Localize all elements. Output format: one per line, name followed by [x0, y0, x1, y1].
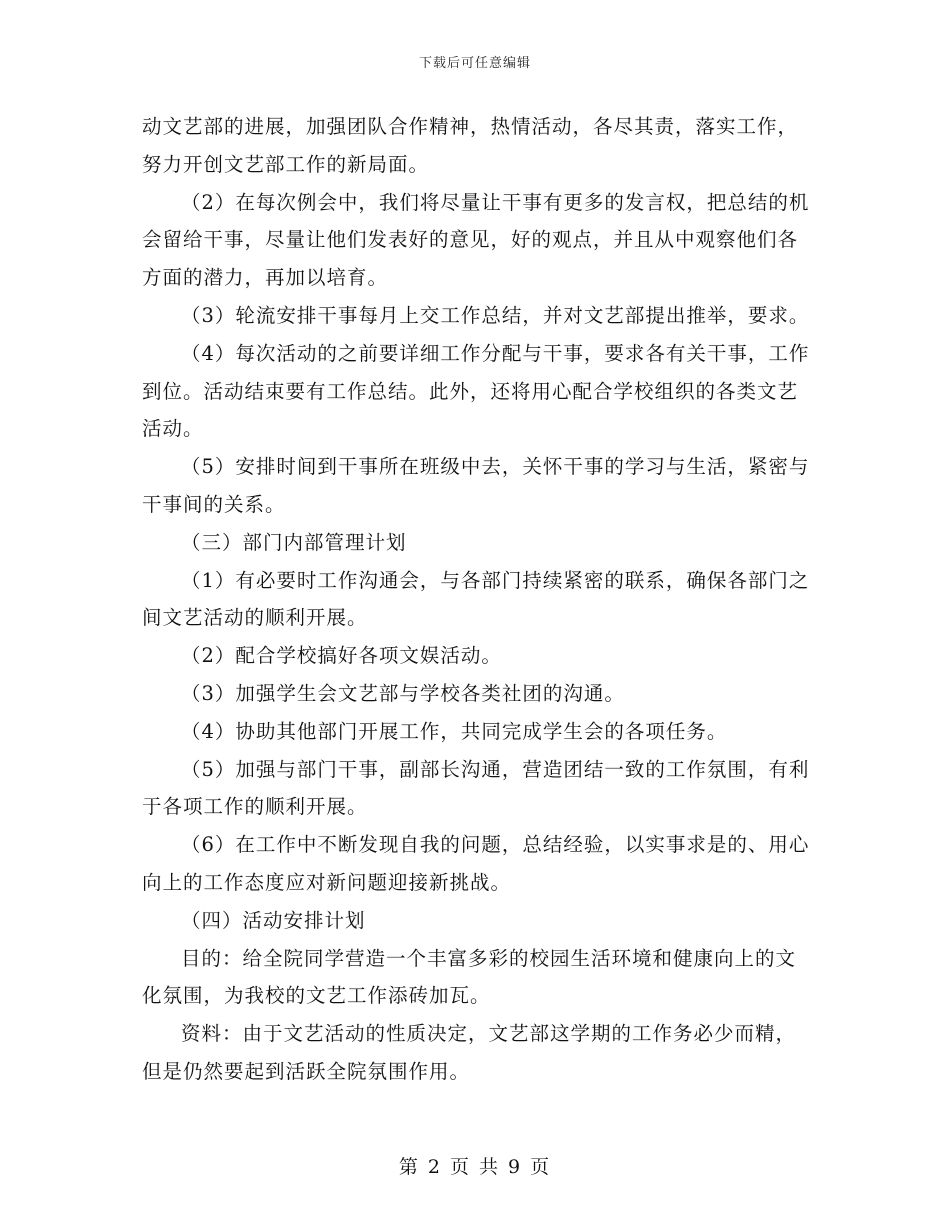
paragraph-item-5: （5）加强与部门干事，副部长沟通，营造团结一致的工作氛围，有利于各项工作的顺利开展。	[142, 757, 810, 819]
paragraph-item-2: （2）在每次例会中，我们将尽量让干事有更多的发言权，把总结的机会留给干事，尽量让他们发表好的意见，好的观点，并且从中观察他们各方面的潜力，再加以培育。	[142, 190, 810, 290]
paragraph-materials: 资料：由于文艺活动的性质决定，文艺部这学期的工作务必少而精，但是仍然要起到活跃全院氛围作用。	[142, 1022, 797, 1083]
paragraph-continuation: 动文艺部的进展，加强团队合作精神，热情活动，各尽其责，落实工作，努力开创文艺部工作的新局面。	[142, 115, 799, 176]
section-heading-4: （四）活动安排计划	[181, 908, 366, 932]
paragraph-item-4: （4）每次活动的之前要详细工作分配与干事，要求各有关干事，工作到位。活动结束要有工作总结。此外，还将用心配合学校组织的各类文艺活动。	[142, 341, 810, 441]
paragraph-item-4: （4）协助其他部门开展工作，共同完成学生会的各项任务。	[181, 719, 728, 743]
paragraph-item-3: （3）轮流安排干事每月上交工作总结，并对文艺部提出推举，要求。	[181, 303, 810, 327]
document-body	[142, 108, 814, 1091]
paragraph-purpose: 目的：给全院同学营造一个丰富多彩的校园生活环境和健康向上的文化氛围，为我校的文艺工作添砖加瓦。	[142, 946, 797, 1008]
paragraph-item-6: （6）在工作中不断发现自我的问题，总结经验，以实事求是的、用心向上的工作态度应对新问题迎接新挑战。	[142, 833, 810, 894]
paragraph-item-2: （2）配合学校搞好各项文娱活动。	[181, 644, 502, 668]
paragraph-item-5: （5）安排时间到干事所在班级中去，关怀干事的学习与生活，紧密与干事间的关系。	[142, 455, 810, 516]
section-heading-3: （三）部门内部管理计划	[181, 530, 407, 554]
paragraph-item-1: （1）有必要时工作沟通会，与各部门持续紧密的联系，确保各部门之间文艺活动的顺利开展。	[142, 568, 810, 630]
paragraph-item-3: （3）加强学生会文艺部与学校各类社团的沟通。	[181, 681, 625, 705]
page-header: 下载后可任意编辑	[418, 56, 531, 71]
page-number: 第 2 页 共 9 页	[398, 1156, 552, 1178]
